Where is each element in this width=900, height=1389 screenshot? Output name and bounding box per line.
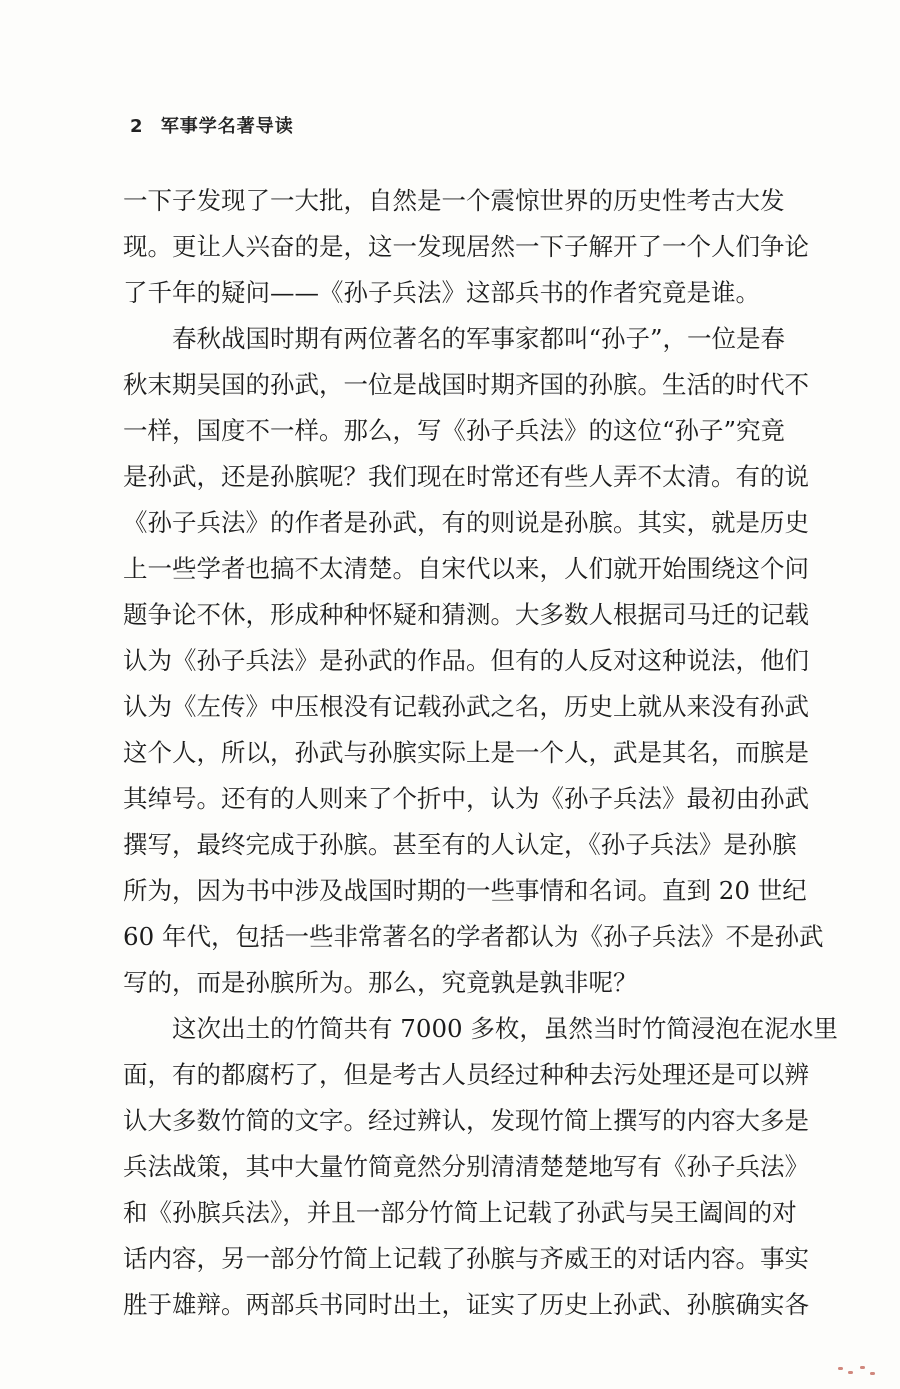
text-line: 认大多数竹简的文字。经过辨认，发现竹简上撰写的内容大多是 xyxy=(123,1106,809,1135)
body-text xyxy=(123,178,838,1328)
text-line: 其绰号。还有的人则来了个折中，认为《孙子兵法》最初由孙武 xyxy=(123,784,809,813)
text-line: 话内容，另一部分竹简上记载了孙膑与齐威王的对话内容。事实 xyxy=(123,1244,809,1273)
text-line: 了千年的疑问——《孙子兵法》这部兵书的作者究竟是谁。 xyxy=(123,278,760,307)
text-line: 撰写，最终完成于孙膑。甚至有的人认定，《孙子兵法》是孙膑 xyxy=(123,830,797,859)
text-line: 所为，因为书中涉及战国时期的一些事情和名词。直到 20 世纪 xyxy=(123,876,807,905)
text-line: 《孙子兵法》的作者是孙武，有的则说是孙膑。其实，就是历史 xyxy=(123,508,809,537)
book-title: 军事学名著导读 xyxy=(160,116,294,137)
text-line: 60 年代，包括一些非常著名的学者都认为《孙子兵法》不是孙武 xyxy=(123,922,824,951)
text-line: 和《孙膑兵法》，并且一部分竹简上记载了孙武与吴王阖闾的对 xyxy=(123,1198,797,1227)
page-number: 2 xyxy=(130,116,144,137)
text-line: 兵法战策，其中大量竹简竟然分别清清楚楚地写有《孙子兵法》 xyxy=(123,1152,809,1181)
text-line: 春秋战国时期有两位著名的军事家都叫“孙子”，一位是春 xyxy=(172,324,786,353)
text-line: 认为《左传》中压根没有记载孙武之名，历史上就从来没有孙武 xyxy=(123,692,809,721)
text-line: 写的，而是孙膑所为。那么，究竟孰是孰非呢？ xyxy=(123,968,638,997)
text-line: 认为《孙子兵法》是孙武的作品。但有的人反对这种说法，他们 xyxy=(123,646,809,675)
text-line: 秋末期吴国的孙武，一位是战国时期齐国的孙膑。生活的时代不 xyxy=(123,370,809,399)
text-line: 一样，国度不一样。那么，写《孙子兵法》的这位“孙子”究竟 xyxy=(123,416,786,445)
text-line: 现。更让人兴奋的是，这一发现居然一下子解开了一个人们争论 xyxy=(123,232,809,261)
text-line: 一下子发现了一大批，自然是一个震惊世界的历史性考古大发 xyxy=(123,186,785,215)
running-header xyxy=(130,112,294,138)
text-line: 题争论不休，形成种种怀疑和猜测。大多数人根据司马迁的记载 xyxy=(123,600,809,629)
text-line: 胜于雄辩。两部兵书同时出土，证实了历史上孙武、孙膑确实各 xyxy=(123,1290,809,1319)
text-line: 上一些学者也搞不太清楚。自宋代以来，人们就开始围绕这个问 xyxy=(123,554,809,583)
text-line: 这个人，所以，孙武与孙膑实际上是一个人，武是其名，而膑是 xyxy=(123,738,809,767)
text-line: 面，有的都腐朽了，但是考古人员经过种种去污处理还是可以辨 xyxy=(123,1060,809,1089)
print-specks xyxy=(838,1361,878,1379)
text-line: 是孙武，还是孙膑呢？我们现在时常还有些人弄不太清。有的说 xyxy=(123,462,809,491)
text-line: 这次出土的竹简共有 7000 多枚，虽然当时竹简浸泡在泥水里 xyxy=(172,1014,838,1043)
